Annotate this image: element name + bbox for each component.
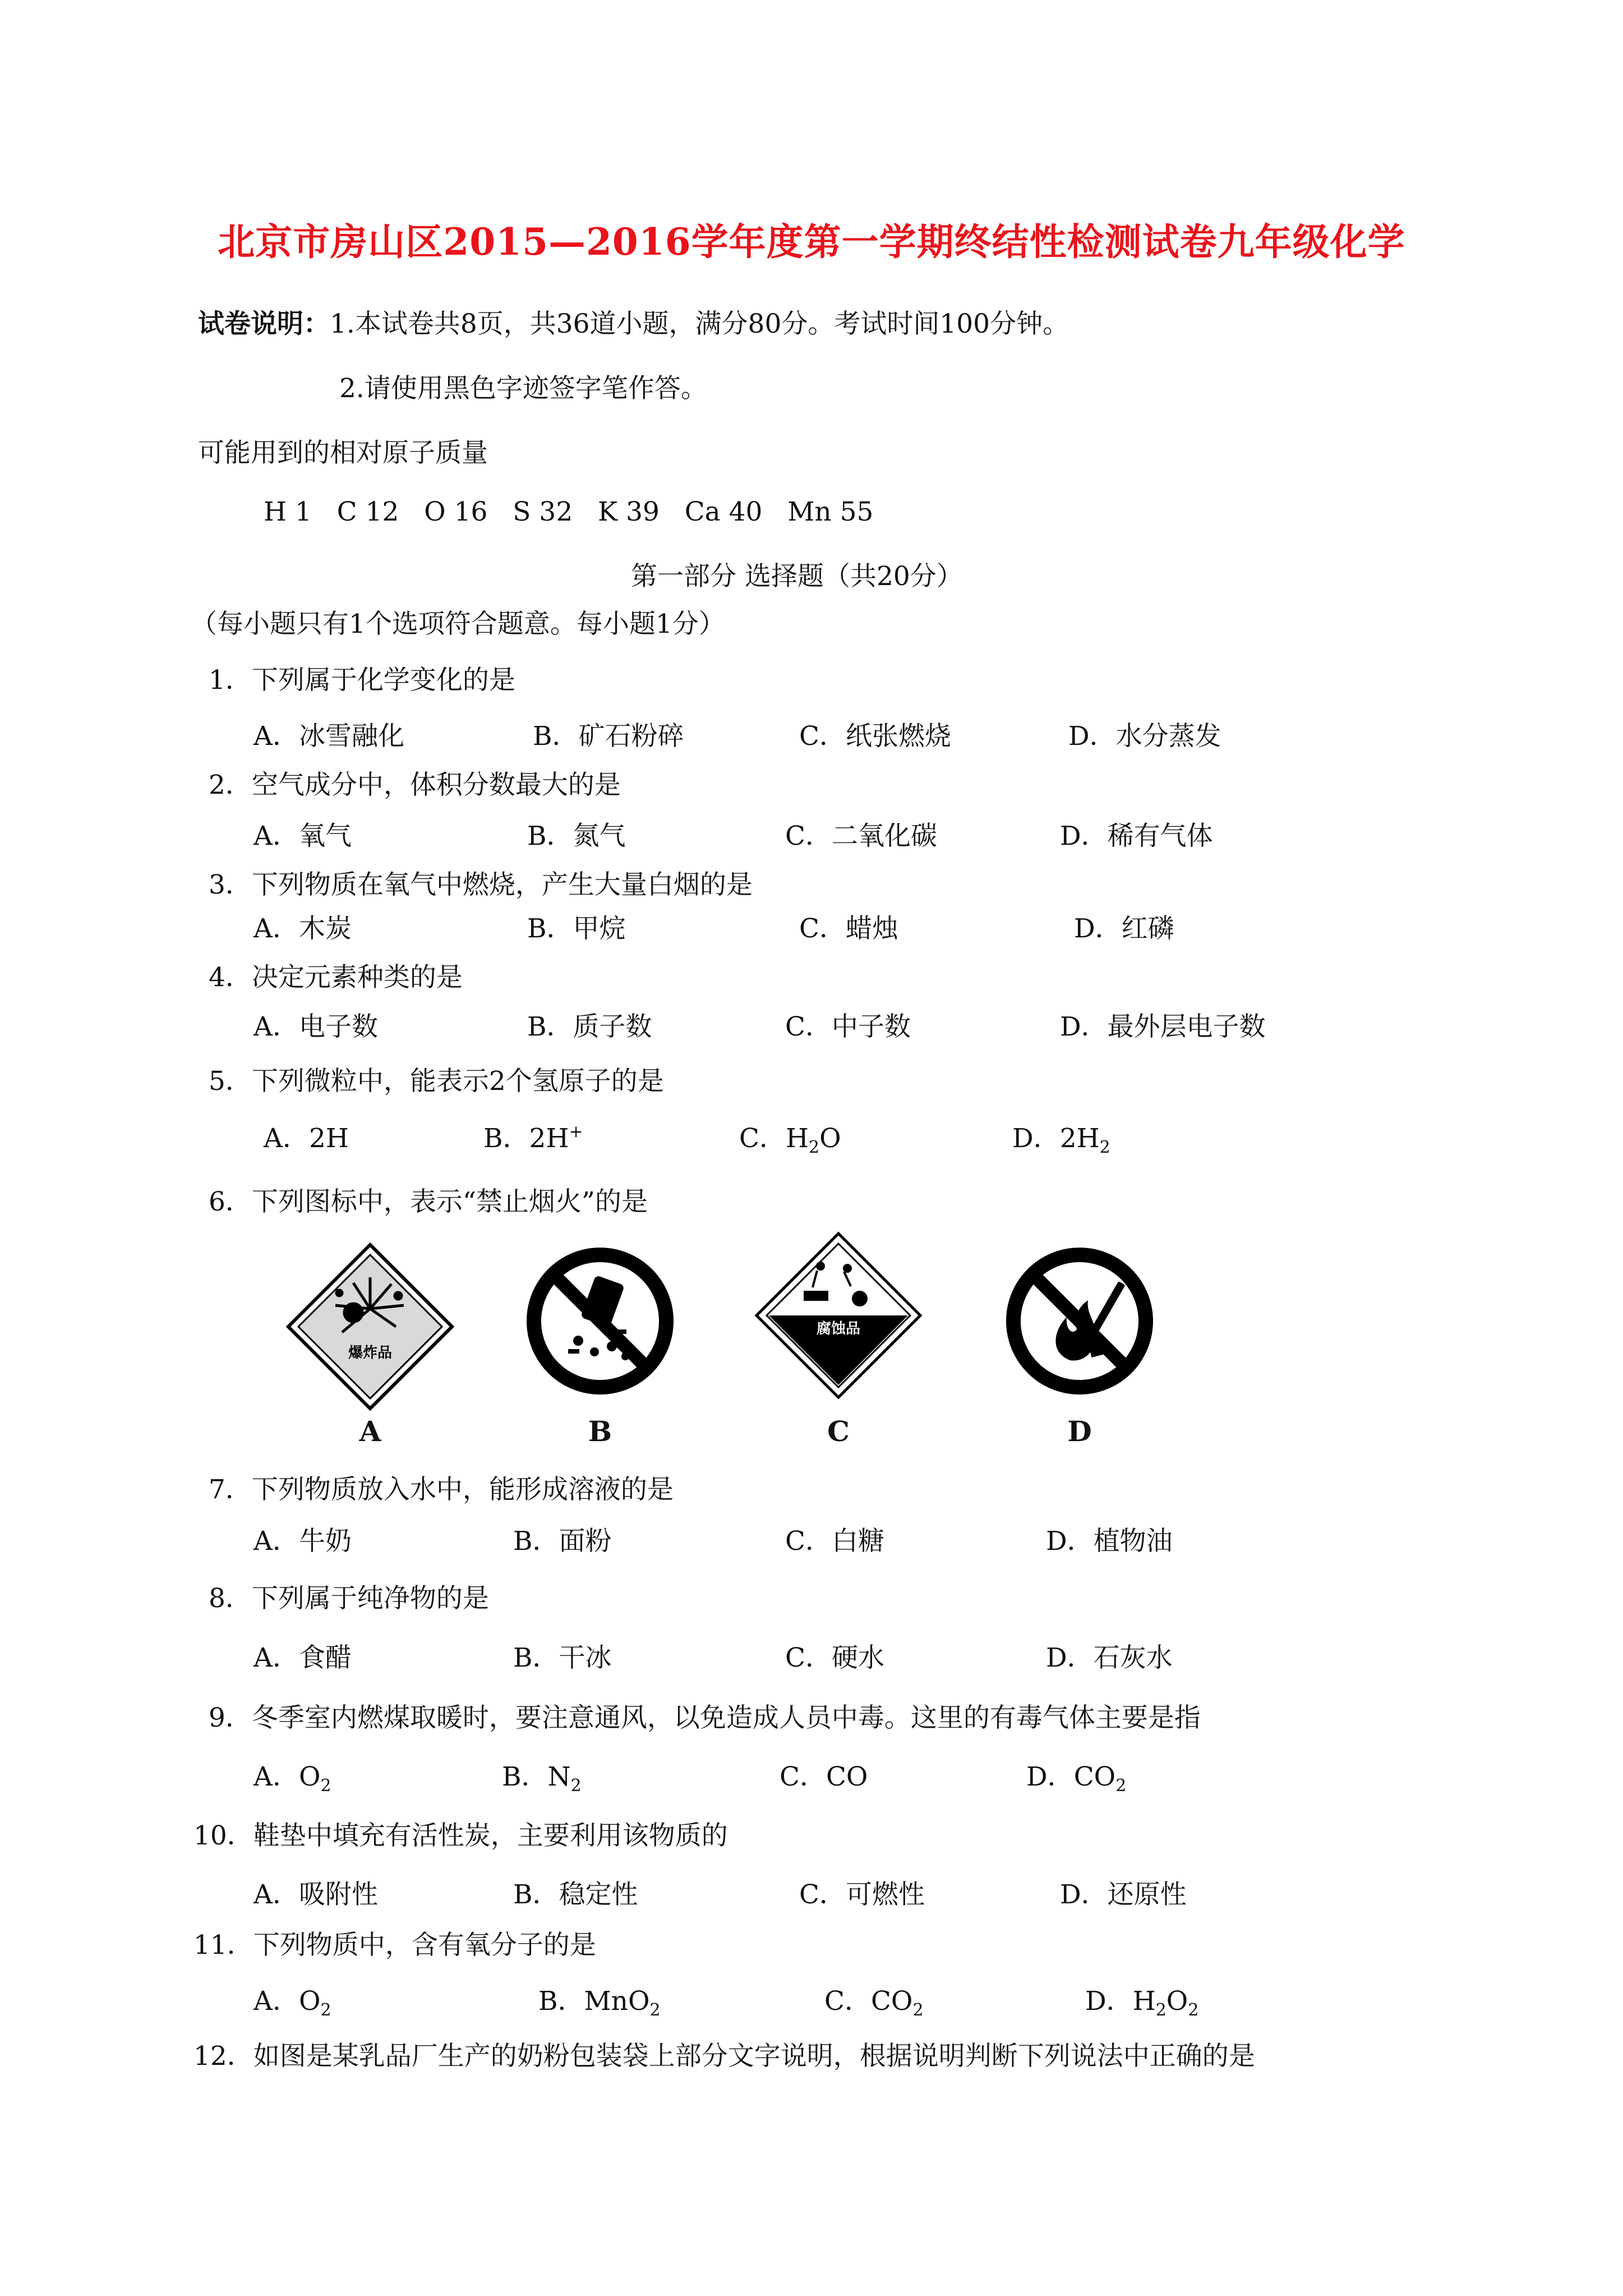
question-3-option-c: C．蜡烛 — [799, 913, 898, 944]
question-4-option-d: D．最外层电子数 — [1060, 1011, 1266, 1042]
question-7-option-d: D．植物油 — [1046, 1526, 1173, 1557]
question-9-option-c: C．CO — [780, 1761, 868, 1792]
part1-heading: 第一部分 选择题（共20分） — [631, 561, 963, 592]
instructions-label: 试卷说明： — [198, 309, 330, 339]
question-2-option-b: B．氮气 — [527, 821, 626, 852]
part1-note: （每小题只有1个选项符合题意。每小题1分） — [191, 609, 725, 639]
question-7-option-c: C．白糖 — [785, 1526, 884, 1557]
question-4-stem: 4．决定元素种类的是 — [209, 962, 463, 993]
question-3-option-d: D．红磷 — [1074, 913, 1174, 944]
question-5-option-c: C．$H_2O$ — [739, 1123, 841, 1157]
question-11-option-b: B．MnO$_2$ — [538, 1986, 661, 2020]
question-3-option-a: A．木炭 — [253, 913, 352, 944]
question-9-option-d: D．$CO_2$ — [1026, 1761, 1127, 1796]
question-7-option-b: B．面粉 — [513, 1526, 612, 1557]
question-1-option-c: C．纸张燃烧 — [799, 721, 951, 752]
question-6-stem: 6．下列图标中，表示“禁止烟火”的是 — [209, 1186, 648, 1217]
question-9-stem: 9．冬季室内燃煤取暖时，要注意通风，以免造成人员中毒。这里的有毒气体主要是指 — [209, 1703, 1201, 1733]
corrosive-label: 腐蚀品 — [816, 1320, 861, 1337]
question-4-option-b: B．质子数 — [527, 1011, 652, 1042]
question-9-option-b: B．$N_2$ — [502, 1761, 582, 1796]
question-8-option-a: A．食醋 — [253, 1642, 352, 1673]
question-1-option-d: D．水分蒸发 — [1068, 721, 1221, 752]
question-10-option-a: A．吸附性 — [253, 1879, 378, 1910]
question-10-option-d: D．还原性 — [1060, 1879, 1187, 1910]
question-9-option-a: A．$O_2$ — [253, 1761, 331, 1796]
question-5-option-a: A．2H — [264, 1123, 349, 1154]
icon-b-label: B — [588, 1415, 612, 1448]
no-fireworks-icon — [524, 1245, 676, 1397]
explosive-diamond-icon — [286, 1243, 454, 1411]
question-7-stem: 7．下列物质放入水中，能形成溶液的是 — [209, 1474, 674, 1505]
question-5-option-b: B．2H+ — [483, 1122, 583, 1154]
question-10-option-c: C．可燃性 — [799, 1879, 925, 1910]
question-4-option-c: C．中子数 — [785, 1011, 911, 1042]
question-11-stem: 11．下列物质中，含有氧分子的是 — [193, 1930, 596, 1961]
question-11-option-c: C．$CO_2$ — [824, 1986, 924, 2020]
explosive-label: 爆炸品 — [348, 1345, 393, 1361]
question-7-option-a: A．牛奶 — [253, 1526, 352, 1557]
instructions — [198, 303, 1069, 341]
atomic-masses-values: H 1 C 12 O 16 S 32 K 39 Ca 40 Mn 55 — [264, 496, 874, 527]
question-12-stem: 12．如图是某乳品厂生产的奶粉包装袋上部分文字说明，根据说明判断下列说法中正确的是 — [193, 2041, 1255, 2072]
question-8-option-c: C．硬水 — [785, 1642, 884, 1673]
question-2-stem: 2．空气成分中，体积分数最大的是 — [209, 770, 621, 800]
question-5-stem: 5．下列微粒中，能表示2个氢原子的是 — [209, 1066, 664, 1097]
question-8-option-b: B．干冰 — [513, 1642, 612, 1673]
question-3-stem: 3．下列物质在氧气中燃烧，产生大量白烟的是 — [209, 869, 753, 900]
question-10-option-b: B．稳定性 — [513, 1879, 638, 1910]
instructions-line-2: 2.请使用黑色字迹签字笔作答。 — [339, 373, 707, 404]
icon-d-label: D — [1067, 1415, 1092, 1448]
question-4-option-a: A．电子数 — [253, 1011, 378, 1042]
icon-c-label: C — [827, 1415, 850, 1448]
question-11-option-d: D．$H_2O_2$ — [1085, 1986, 1199, 2020]
question-8-option-d: D．石灰水 — [1046, 1642, 1173, 1673]
question-3-option-b: B．甲烷 — [527, 913, 626, 944]
page-title: 北京市房山区2015—2016学年度第一学期终结性检测试卷九年级化学 — [218, 220, 1405, 264]
corrosive-diamond-icon — [754, 1231, 923, 1400]
question-2-option-d: D．稀有气体 — [1060, 821, 1213, 852]
question-2-option-a: A．氧气 — [253, 821, 352, 852]
question-1-option-b: B．矿石粉碎 — [533, 721, 684, 752]
atomic-masses-heading: 可能用到的相对原子质量 — [198, 438, 488, 468]
question-5-option-d: D．$2H_2$ — [1012, 1123, 1110, 1157]
question-10-stem: 10．鞋垫中填充有活性炭，主要利用该物质的 — [193, 1820, 728, 1851]
icon-a-label: A — [359, 1415, 381, 1448]
question-1-stem: 1．下列属于化学变化的是 — [209, 665, 515, 696]
no-fire-icon — [1004, 1245, 1155, 1397]
question-11-option-a: A．$O_2$ — [253, 1986, 331, 2020]
instructions-line-1: 1.本试卷共8页，共36道小题，满分80分。考试时间100分钟。 — [330, 309, 1069, 339]
question-1-option-a: A．冰雪融化 — [253, 721, 404, 752]
question-8-stem: 8．下列属于纯净物的是 — [209, 1583, 489, 1614]
question-2-option-c: C．二氧化碳 — [785, 821, 937, 852]
